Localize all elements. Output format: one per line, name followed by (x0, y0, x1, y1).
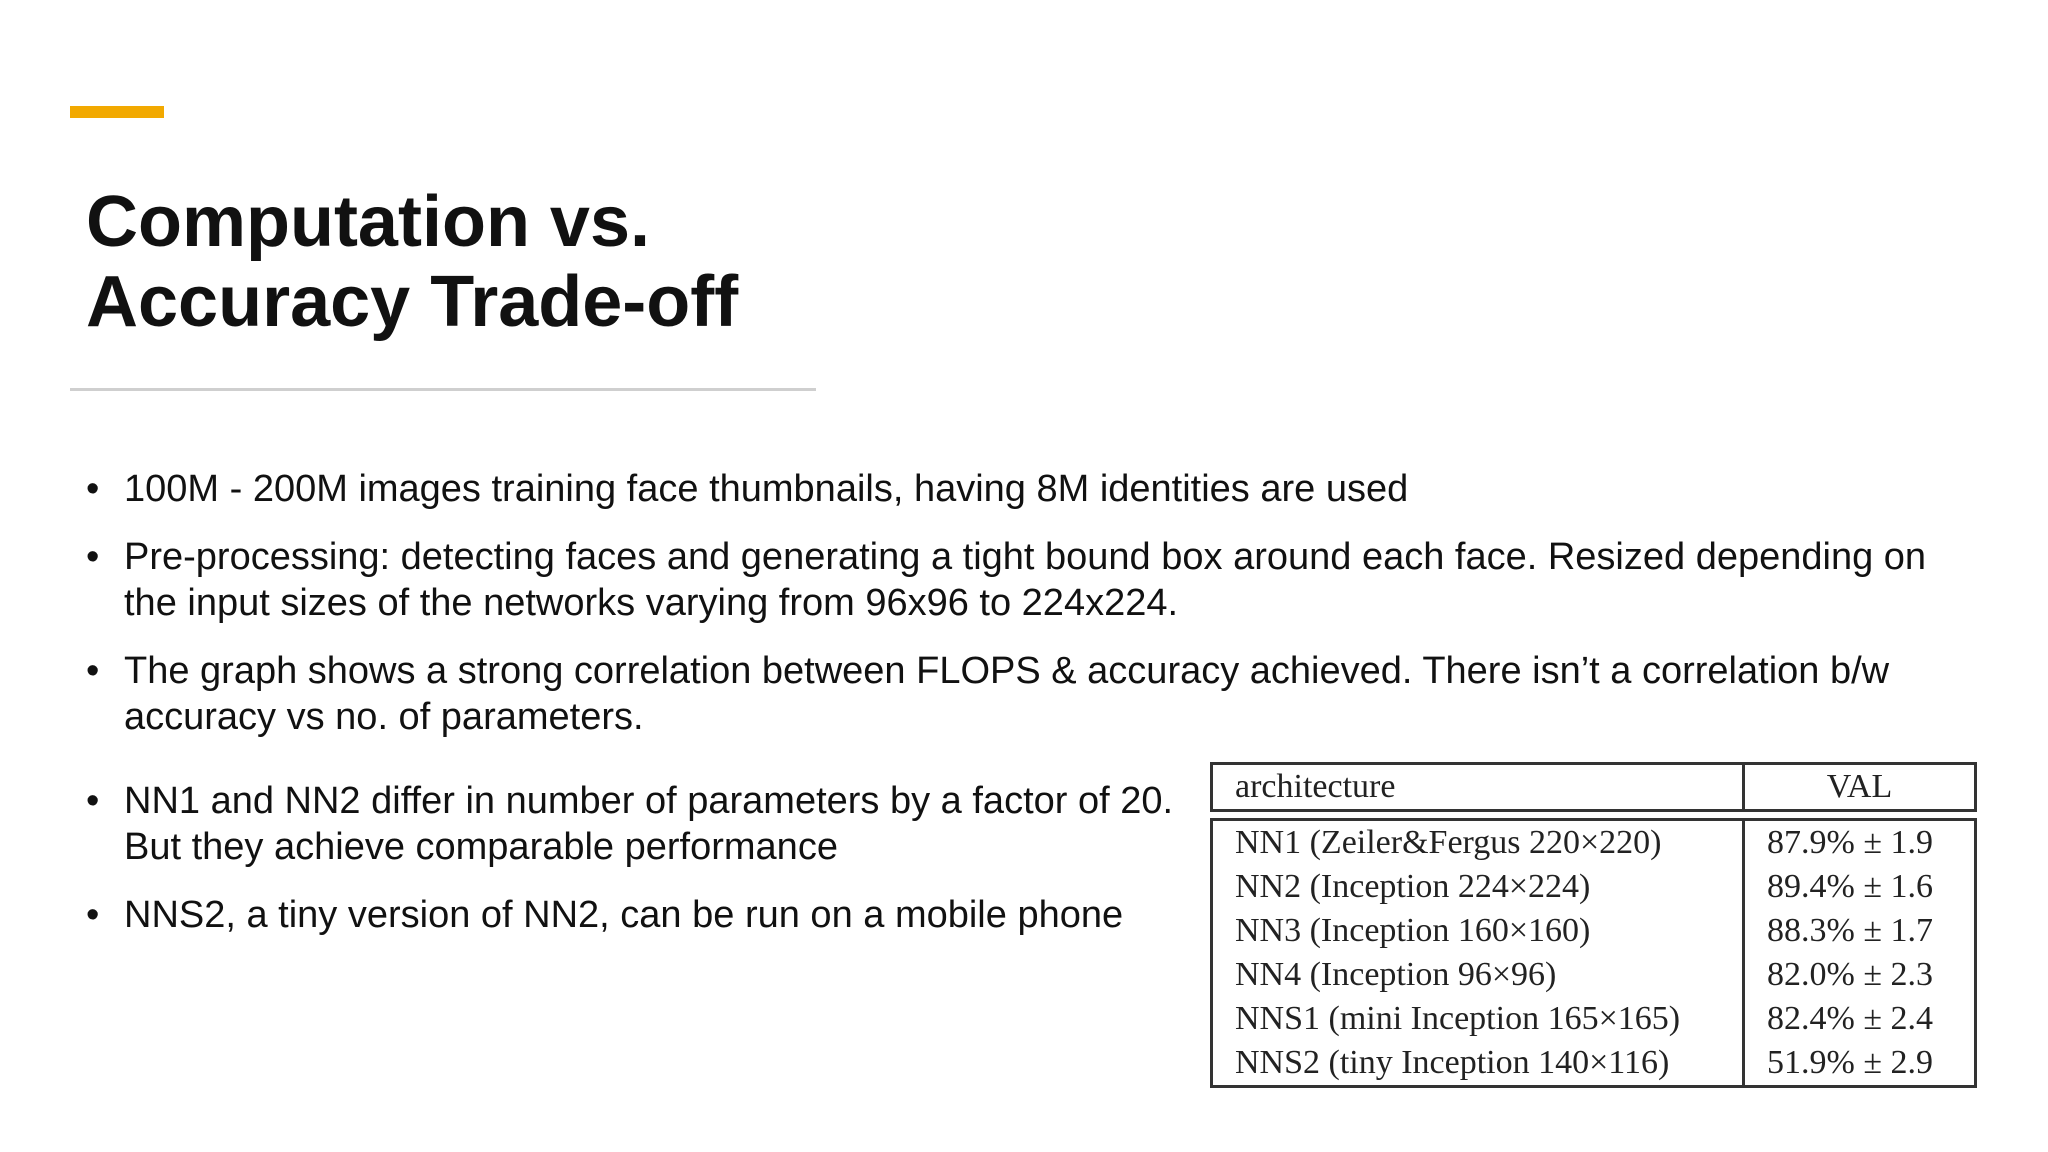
table-body (1210, 818, 1977, 1088)
table-row (1212, 1041, 1976, 1087)
accent-bar (70, 106, 164, 118)
table-row (1212, 953, 1976, 997)
title-line-1: Computation vs. (86, 182, 651, 262)
cell-val: 88.3% ± 1.7 (1767, 912, 1933, 949)
header-val: VAL (1744, 764, 1976, 811)
cell-architecture: NN2 (Inception 224×224) (1212, 865, 1744, 909)
bullet-item: • NNS2, a tiny version of NN2, can be run on a mobile phone (86, 892, 1176, 938)
cell-val: 82.0% ± 2.3 (1767, 956, 1933, 993)
cell-architecture: NN3 (Inception 160×160) (1212, 909, 1744, 953)
bullet-item: • Pre-processing: detecting faces and generating a tight bound box around each face. Resized depending on the input sizes of the networks varying from 96x96 to 224x224. (86, 534, 1986, 626)
bullet-list-left (86, 778, 1176, 960)
cell-architecture: NNS1 (mini Inception 165×165) (1212, 997, 1744, 1041)
cell-architecture: NN4 (Inception 96×96) (1212, 953, 1744, 997)
slide-title (86, 182, 986, 342)
cell-val: 87.9% ± 1.9 (1767, 824, 1933, 861)
table-header-row (1212, 764, 1976, 811)
cell-val: 89.4% ± 1.6 (1767, 868, 1933, 905)
cell-val: 82.4% ± 2.4 (1767, 1000, 1933, 1037)
cell-architecture: NNS2 (tiny Inception 140×116) (1212, 1041, 1744, 1087)
table-header (1210, 762, 1977, 812)
table-row (1212, 909, 1976, 953)
header-architecture: architecture (1212, 764, 1744, 811)
title-line-2: Accuracy Trade-off (86, 262, 739, 342)
cell-architecture: NN1 (Zeiler&Fergus 220×220) (1212, 820, 1744, 866)
bullet-item: • NN1 and NN2 differ in number of parameters by a factor of 20. But they achieve comparable performance (86, 778, 1176, 870)
architecture-table (1210, 762, 1976, 1088)
title-divider (70, 388, 816, 391)
bullet-list-top (86, 466, 1986, 762)
table-row (1212, 997, 1976, 1041)
table-row (1212, 865, 1976, 909)
table-row (1212, 820, 1976, 866)
cell-val: 51.9% ± 2.9 (1767, 1044, 1933, 1081)
bullet-item: • The graph shows a strong correlation between FLOPS & accuracy achieved. There isn’t a correlation b/w accuracy vs no. of parameters. (86, 648, 1986, 740)
bullet-item: • 100M - 200M images training face thumbnails, having 8M identities are used (86, 466, 1986, 512)
